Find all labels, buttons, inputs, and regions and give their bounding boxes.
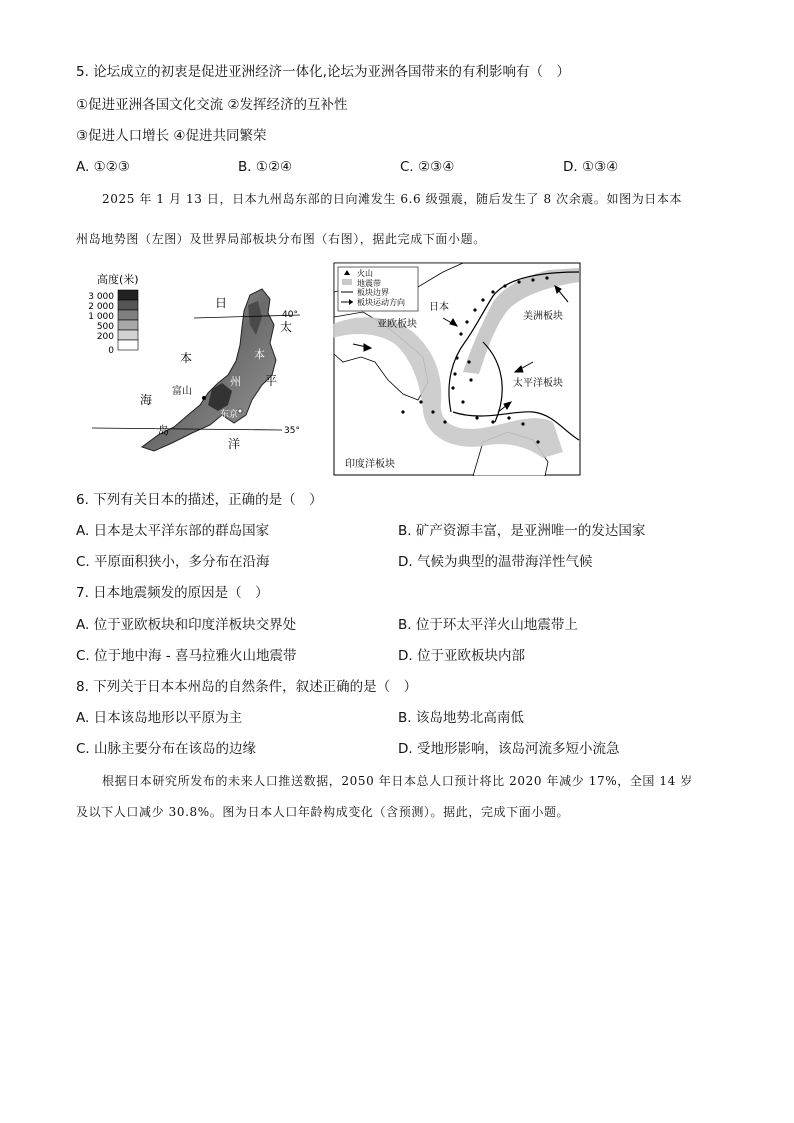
- q5-stem: 5. 论坛成立的初衷是促进亚洲经济一体化,论坛为亚洲各国带来的有利影响有（ ）: [76, 64, 570, 80]
- q7-option-a[interactable]: A. 位于亚欧板块和印度洋板块交界处: [76, 617, 297, 633]
- label-ri: 日: [215, 296, 228, 310]
- q5-option-d[interactable]: D. ①③④: [563, 159, 619, 175]
- passage1-line2: 州岛地势图（左图）及世界局部板块分布图（右图），据此完成下面小题。: [76, 232, 486, 246]
- label-pacific-plate: 太平洋板块: [513, 378, 563, 389]
- plate-map-legend: [338, 267, 418, 311]
- label-ben: 本: [180, 351, 193, 365]
- relief-legend: [88, 290, 138, 356]
- label-japan: 日本: [429, 302, 449, 313]
- q8-stem: 8. 下列关于日本本州岛的自然条件，叙述正确的是（ ）: [76, 679, 418, 695]
- q7-option-c[interactable]: C. 位于地中海 - 喜马拉雅火山地震带: [76, 648, 297, 664]
- q6-option-b[interactable]: B. 矿产资源丰富，是亚洲唯一的发达国家: [398, 523, 646, 539]
- q6-stem: 6. 下列有关日本的描述，正确的是（ ）: [76, 492, 323, 508]
- q5-option-b[interactable]: B. ①②④: [238, 159, 293, 175]
- label-indian-plate: 印度洋板块: [345, 459, 395, 470]
- svg-text:地震带: 地震带: [357, 279, 381, 288]
- svg-text:40°: 40°: [282, 310, 298, 320]
- passage1-line1: 2025 年 1 月 13 日，日本九州岛东部的日向滩发生 6.6 级强震，随后发生了 8 次余震。如图为日本本: [102, 192, 683, 206]
- passage2-line1: 根据日本研究所发布的未来人口推送数据，2050 年日本总人口预计将比 2020 年减少 17%，全国 14 岁: [102, 774, 693, 788]
- svg-text:1 000: 1 000: [88, 312, 114, 322]
- q7-stem: 7. 日本地震频发的原因是（ ）: [76, 585, 269, 601]
- q8-option-b[interactable]: B. 该岛地势北高南低: [398, 710, 524, 726]
- label-tai: 太: [280, 320, 293, 334]
- label-hai: 海: [140, 393, 153, 407]
- legend-title: 高度(米): [97, 273, 139, 286]
- q7-option-b[interactable]: B. 位于环太平洋火山地震带上: [398, 617, 578, 633]
- plate-boundary-map: [333, 262, 581, 476]
- label-zhou: 州: [230, 375, 241, 388]
- svg-text:3 000: 3 000: [88, 292, 114, 302]
- svg-text:板块边界: 板块边界: [357, 288, 389, 297]
- svg-text:0: 0: [108, 346, 114, 356]
- label-yang: 洋: [228, 437, 241, 451]
- svg-text:火山: 火山: [357, 269, 373, 278]
- passage2-line2: 及以下人口减少 30.8%。图为日本人口年龄构成变化（含预测）。据此，完成下面小题。: [76, 805, 570, 819]
- q6-option-a[interactable]: A. 日本是太平洋东部的群岛国家: [76, 523, 270, 539]
- q8-option-a[interactable]: A. 日本该岛地形以平原为主: [76, 710, 243, 726]
- q5-items-line1: ①促进亚洲各国文化交流 ②发挥经济的互补性: [76, 97, 348, 113]
- label-american-plate: 美洲板块: [523, 311, 563, 322]
- svg-text:500: 500: [96, 322, 114, 332]
- svg-text:2 000: 2 000: [88, 302, 114, 312]
- q5-option-a[interactable]: A. ①②③: [76, 159, 130, 175]
- q8-option-d[interactable]: D. 受地形影响，该岛河流多短小流急: [398, 741, 620, 757]
- label-ping: 平: [265, 374, 278, 388]
- label-eurasian-plate: 亚欧板块: [377, 319, 417, 330]
- svg-text:板块运动方向: 板块运动方向: [357, 298, 405, 307]
- label-dongjing: 东京: [220, 410, 239, 420]
- q6-option-d[interactable]: D. 气候为典型的温带海洋性气候: [398, 554, 593, 570]
- q7-option-d[interactable]: D. 位于亚欧板块内部: [398, 648, 525, 664]
- svg-text:35°: 35°: [284, 426, 300, 436]
- q6-option-c[interactable]: C. 平原面积狭小，多分布在沿海: [76, 554, 270, 570]
- svg-text:200: 200: [96, 332, 114, 342]
- honshu-relief-map: [72, 265, 312, 465]
- label-ben2: 本: [254, 348, 265, 361]
- label-fushan: 富山: [172, 386, 192, 397]
- label-dao: 岛: [158, 424, 169, 437]
- q8-option-c[interactable]: C. 山脉主要分布在该岛的边缘: [76, 741, 257, 757]
- q5-items-line2: ③促进人口增长 ④促进共同繁荣: [76, 128, 267, 144]
- q5-option-c[interactable]: C. ②③④: [400, 159, 455, 175]
